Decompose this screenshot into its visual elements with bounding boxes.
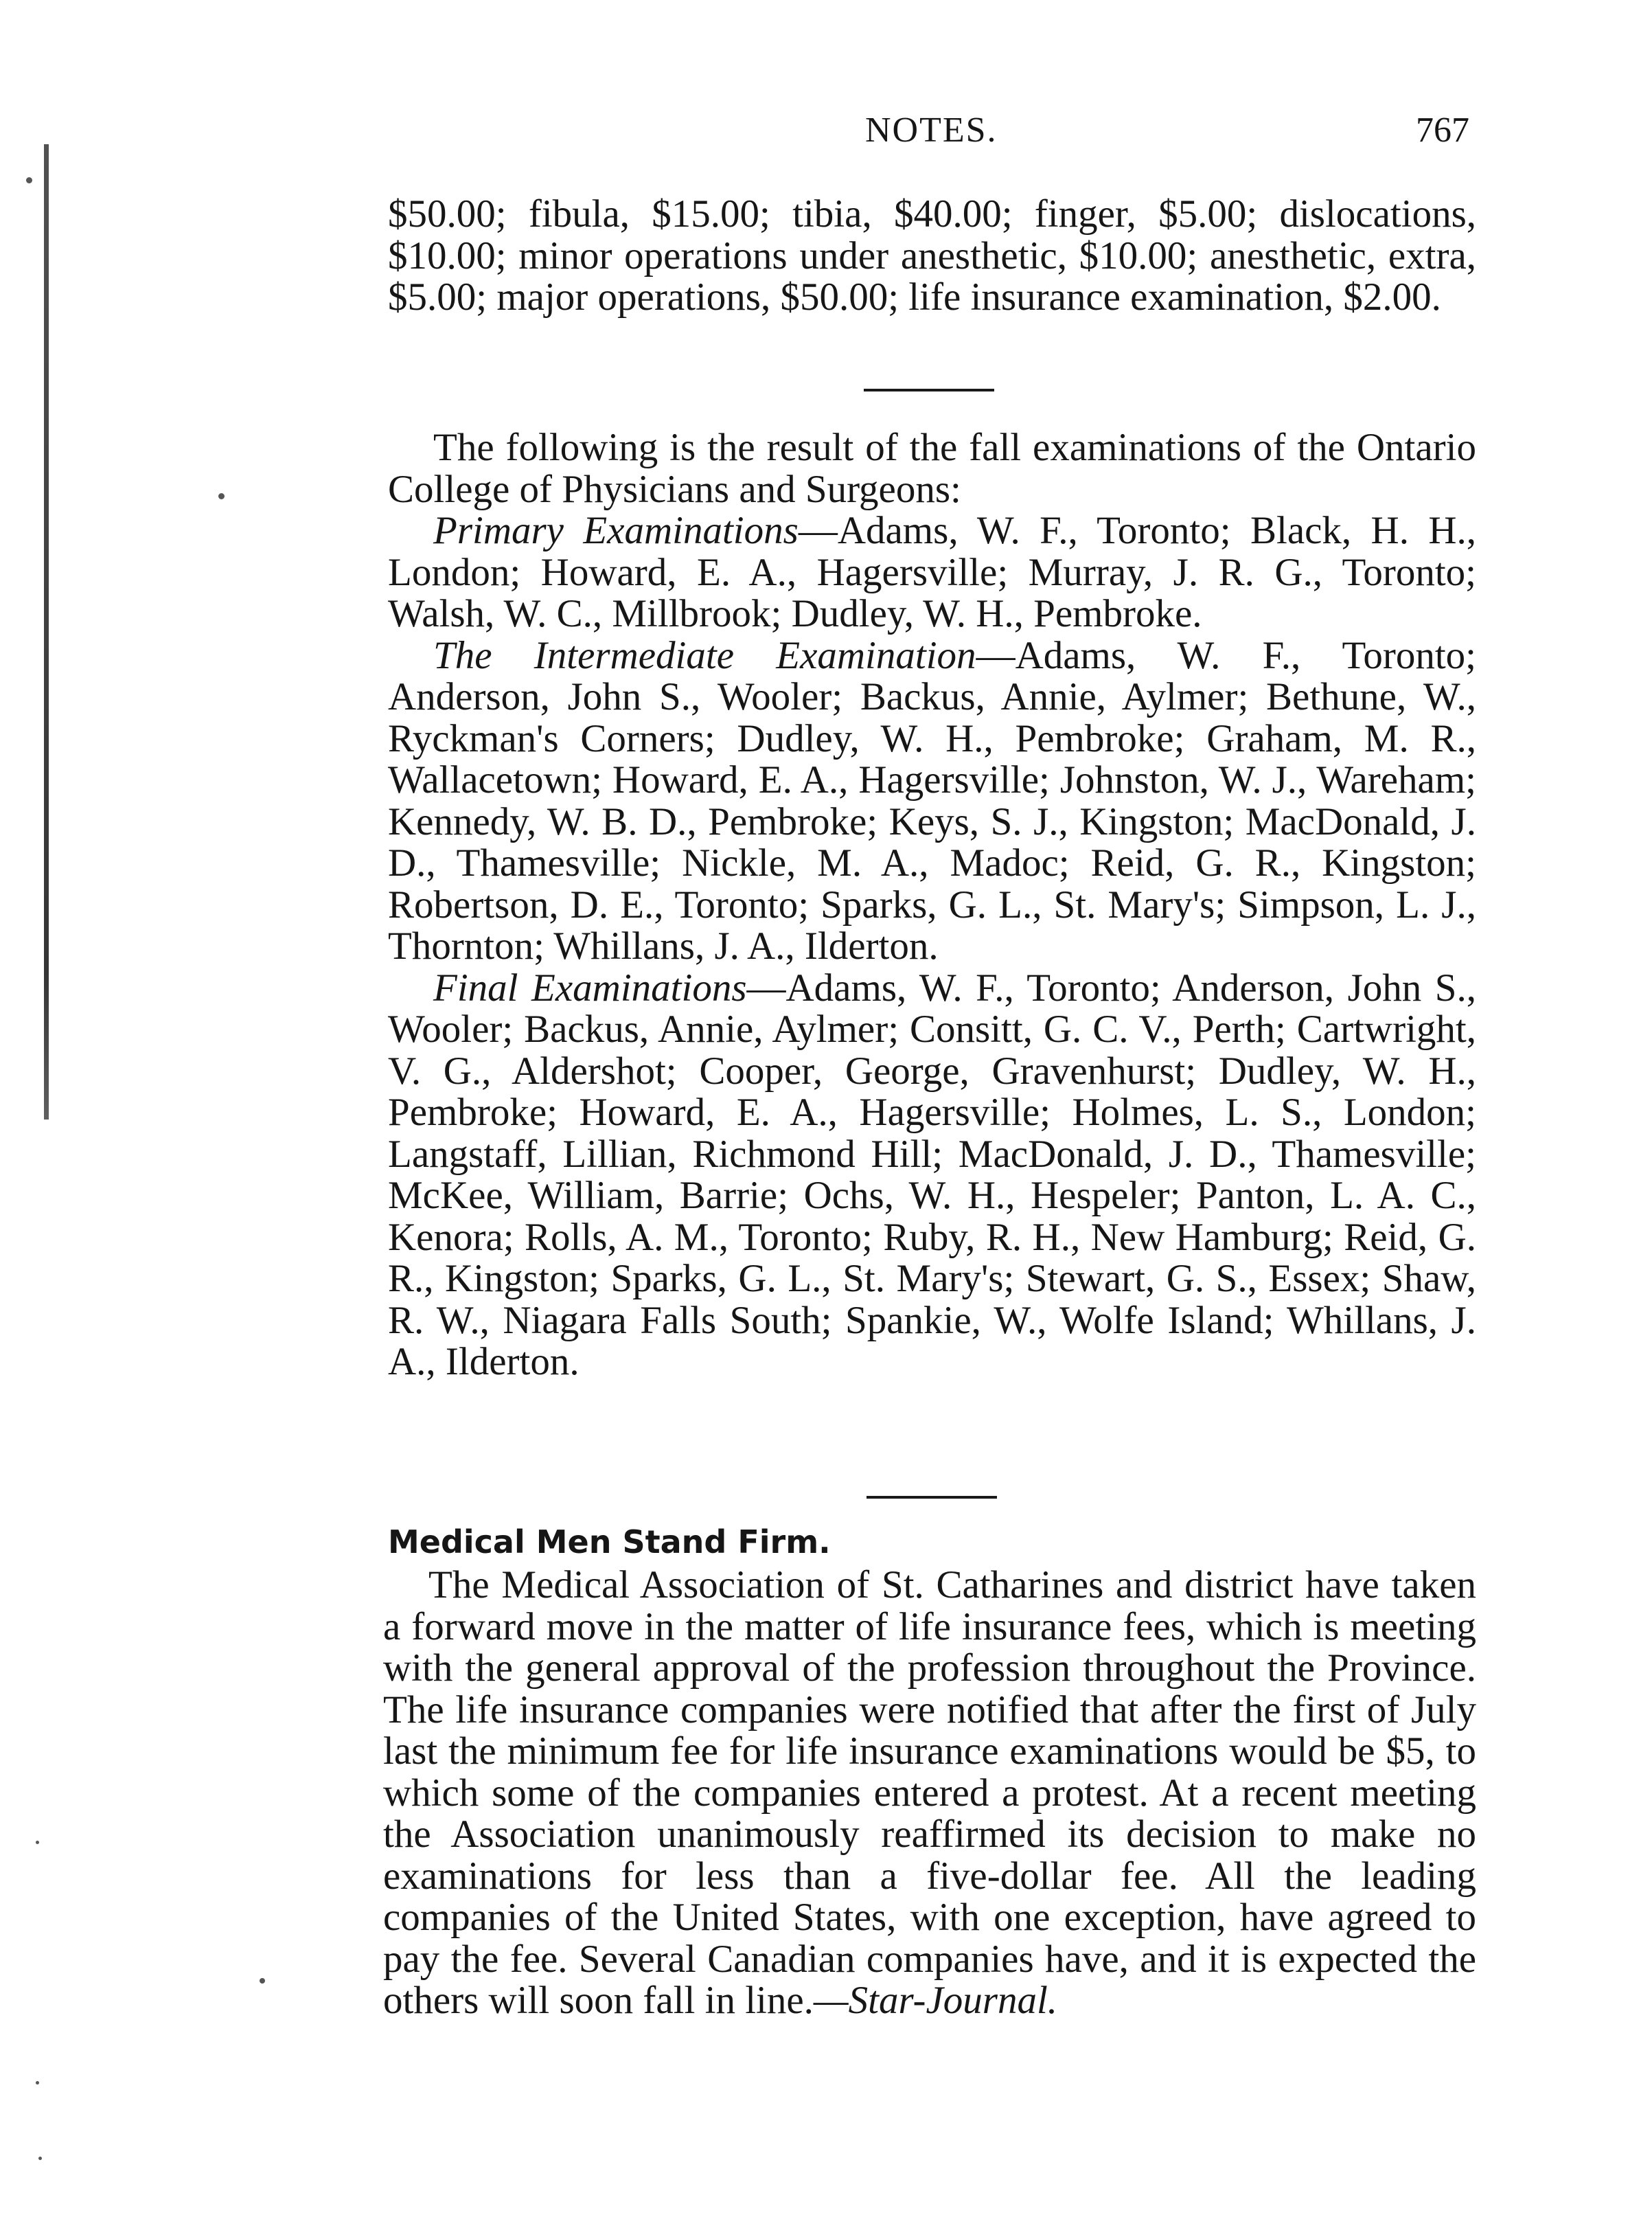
article-heading: Medical Men Stand Firm.	[388, 1523, 831, 1560]
final-examinations-list: —Adams, W. F., Toronto; Anderson, John S., Wooler; Backus, Annie, Aylmer; Consitt, G. C. V., Perth; Cartwright, V. G., Aldershot; Cooper, George, Gravenhurst; Dudley, W. H., Pembroke; Howard, E. A., Hagersville; Holmes, L. S., London; Langstaff, Lillian, Richmond Hill; MacDonald, J. D., Thamesville; McKee, William, Barrie; Ochs, W. H., Hespeler; Panton, L. A. C., Kenora; Rolls, A. M., Toronto; Ruby, R. H., New Hamburg; Reid, G. R., Kingston; Sparks, G. L., St. Mary's; Stewart, G. S., Essex; Shaw, R. W., Niagara Falls South; Spankie, W., Wolfe Island; Whillans, J. A., Ilderton.	[388, 966, 1477, 1383]
primary-examinations-list: —Adams, W. F., Toronto; Black, H. H., London; Howard, E. A., Hagersville; Murray, J. R. G., Toronto; Walsh, W. C., Millbrook; Dudley, W. H., Pembroke.	[388, 509, 1476, 635]
scan-speck	[260, 1978, 265, 1984]
binding-edge-mark	[44, 144, 49, 1120]
final-examinations-label: Final Examinations	[433, 966, 747, 1010]
page-header	[385, 102, 1483, 157]
scan-speck	[38, 2157, 42, 2160]
primary-examinations-label: Primary Examinations	[433, 509, 799, 552]
scan-speck	[36, 2081, 39, 2085]
article-body	[383, 1565, 1476, 2022]
fees-paragraph-block	[388, 194, 1476, 319]
intermediate-examination	[388, 635, 1476, 968]
article-body-text: The Medical Association of St. Catharines and district have taken a forward move in the matter of life insurance fees, which is meeting with the general approval of the profession throughout the Province. The life insurance companies were notified that after the first of July last the minimum fee for life insurance examinations would be $5, to which some of the companies entered a protest. At a recent meeting the Association unanimously reaffirmed its decision to make no examinations for less than a five-dollar fee. All the leading companies of the United States, with one exception, have agreed to pay the fee. Several Canadian companies have, and it is expected the others will soon fall in line.	[383, 1563, 1476, 2022]
exam-results-intro: The following is the result of the fall examinations of the Ontario College of Physicians and Surgeons:	[388, 426, 1476, 511]
scan-speck	[26, 177, 32, 183]
article-body-block	[383, 1565, 1476, 2022]
scan-speck	[218, 493, 225, 499]
section-divider	[867, 1496, 997, 1499]
intermediate-examination-label: The Intermediate Examination	[433, 633, 976, 677]
scan-speck	[36, 1841, 39, 1844]
exam-results-section	[388, 427, 1476, 1383]
primary-examinations	[388, 510, 1476, 635]
article-source: —Star-Journal.	[813, 1979, 1058, 2022]
intermediate-examination-list: —Adams, W. F., Toronto; Anderson, John S., Wooler; Backus, Annie, Aylmer; Bethune, W., Ryckman's Corners; Dudley, W. H., Pembroke; Graham, M. R., Wallacetown; Howard, E. A., Hagersville; Johnston, W. J., Wareham; Kennedy, W. B. D., Pembroke; Keys, S. J., Kingston; MacDonald, J. D., Thamesville; Nickle, M. A., Madoc; Reid, G. R., Kingston; Robertson, D. E., Toronto; Sparks, G. L., St. Mary's; Simpson, L. J., Thornton; Whillans, J. A., Ilderton.	[388, 633, 1476, 968]
fees-paragraph: $50.00; fibula, $15.00; tibia, $40.00; finger, $5.00; dislocations, $10.00; minor operations under anesthetic, $10.00; anesthetic, extra, $5.00; major operations, $50.00; life insurance examination, $2.00.	[388, 192, 1476, 319]
page-number: 767	[1416, 111, 1469, 150]
running-title: NOTES.	[865, 111, 998, 150]
final-examinations	[388, 968, 1476, 1383]
section-divider	[864, 389, 994, 391]
